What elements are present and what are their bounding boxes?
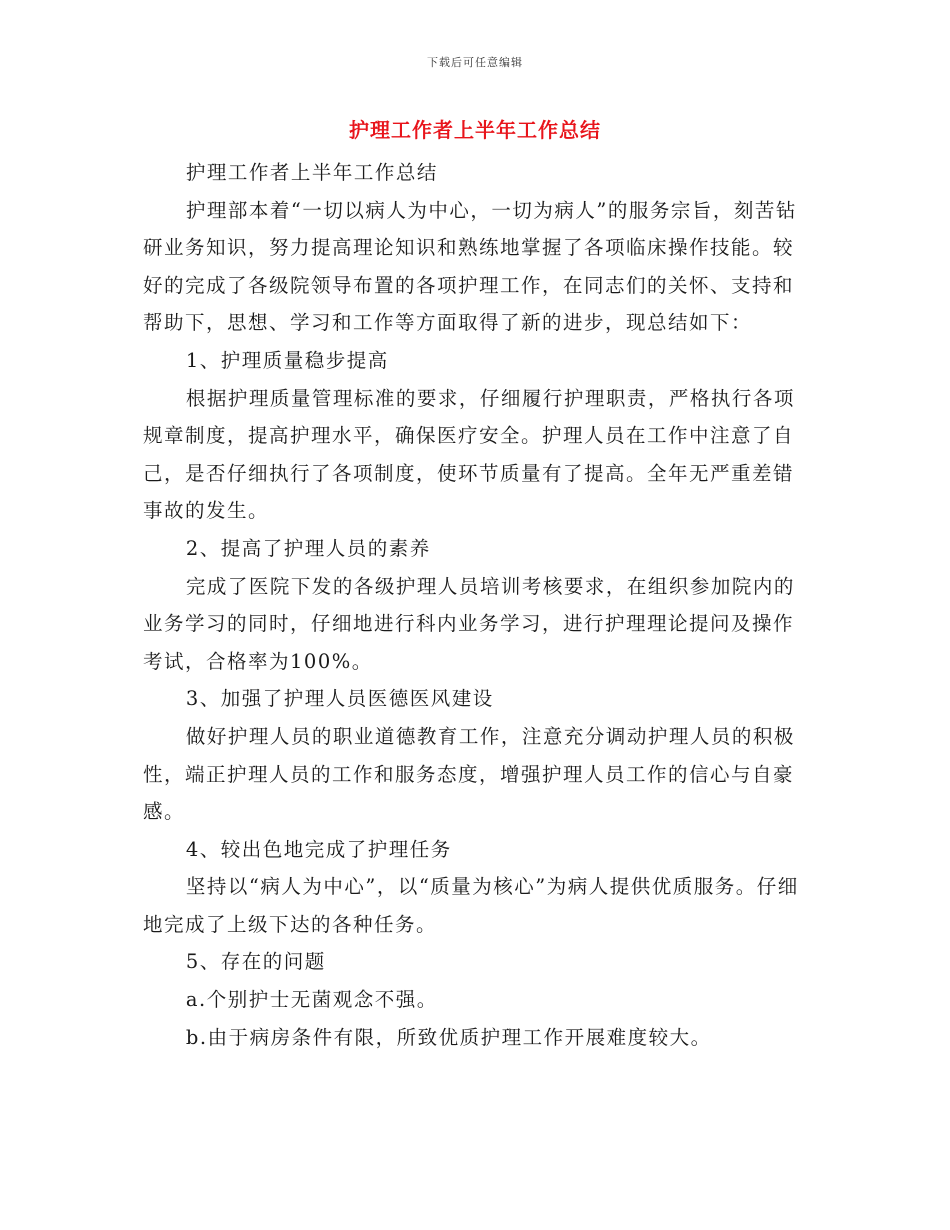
list-item-a: a.个别护士无菌观念不强。 — [185, 988, 438, 1012]
paragraph-subtitle: 护理工作者上半年工作总结 — [185, 161, 438, 184]
document-body — [143, 154, 811, 1056]
paragraph-section-1: 根据护理质量管理标准的要求，仔细履行护理职责，严格执行各项规章制度，提高护理水平，确保医疗安全。护理人员在工作中注意了自己，是否仔细执行了各项制度，使环节质量有了提高。全年无严重差错事故的发生。 — [143, 386, 795, 523]
header-note: 下载后可任意编辑 — [427, 56, 523, 69]
section-heading-3: 3、加强了护理人员医德医风建设 — [185, 687, 494, 711]
paragraph-intro: 护理部本着“一切以病人为中心，一切为病人”的服务宗旨，刻苦钻研业务知识，努力提高理论知识和熟练地掌握了各项临床操作技能。较好的完成了各级院领导布置的各项护理工作，在同志们的关怀、支持和帮助下，思想、学习和工作等方面取得了新的进步，现总结如下： — [143, 198, 797, 335]
section-heading-1: 1、护理质量稳步提高 — [185, 348, 389, 372]
list-item-b: b.由于病房条件有限，所致优质护理工作开展难度较大。 — [185, 1025, 712, 1049]
paragraph-section-3: 做好护理人员的职业道德教育工作，注意充分调动护理人员的积极性，端正护理人员的工作和服务态度，增强护理人员工作的信心与自豪感。 — [143, 724, 795, 824]
paragraph-section-2: 完成了医院下发的各级护理人员培训考核要求，在组织参加院内的业务学习的同时，仔细地进行科内业务学习，进行护理理论提问及操作考试，合格率为100%。 — [143, 574, 795, 673]
section-heading-5: 5、存在的问题 — [185, 950, 326, 974]
paragraph-section-4: 坚持以“病人为中心”，以“质量为核心”为病人提供优质服务。仔细地完成了上级下达的各种任务。 — [143, 875, 799, 936]
section-heading-2: 2、提高了护理人员的素养 — [185, 536, 431, 560]
section-heading-4: 4、较出色地完成了护理任务 — [185, 837, 452, 861]
document-title: 护理工作者上半年工作总结 — [349, 118, 601, 142]
